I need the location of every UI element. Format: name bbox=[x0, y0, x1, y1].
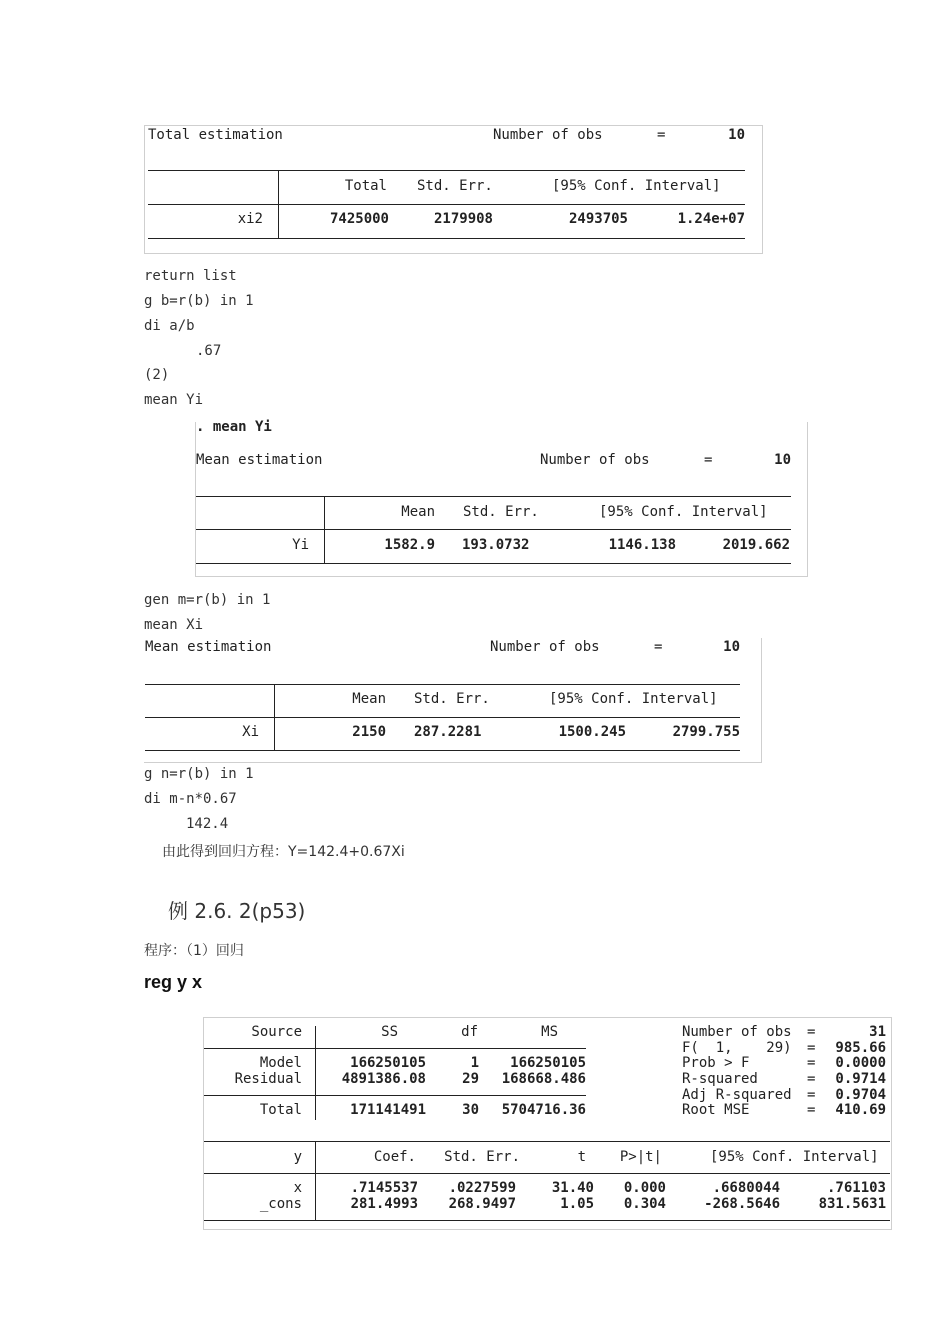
anova-row-source: Residual bbox=[234, 1071, 302, 1087]
row-name: xi2 bbox=[237, 211, 263, 227]
cell-total: 7425000 bbox=[329, 211, 389, 227]
regression-output bbox=[203, 1017, 892, 1230]
stat-label: Adj R-squared bbox=[682, 1087, 792, 1103]
table-mid-rule bbox=[148, 204, 745, 205]
table-mid-rule bbox=[196, 529, 791, 530]
mean-xi-output bbox=[144, 638, 762, 763]
output-title: Mean estimation bbox=[145, 639, 272, 655]
obs-value: 10 bbox=[774, 452, 791, 468]
code-line: gen m=r(b) in 1 bbox=[144, 592, 271, 608]
table-mid-rule bbox=[145, 717, 740, 718]
stat-value: 0.9704 bbox=[835, 1087, 886, 1103]
cell-lo: 2493705 bbox=[568, 211, 628, 227]
table-bottom-rule bbox=[145, 750, 740, 751]
stat-label: Number of obs bbox=[682, 1024, 792, 1040]
col-header-ci: [95% Conf. Interval] bbox=[552, 178, 721, 194]
stat-value: 0.0000 bbox=[835, 1055, 886, 1071]
coef-row-p: 0.000 bbox=[623, 1180, 666, 1196]
stat-value: 31 bbox=[869, 1024, 886, 1040]
anova-row-df: 29 bbox=[462, 1071, 479, 1087]
code-line: mean Xi bbox=[144, 617, 204, 633]
coef-row-lo: -268.5646 bbox=[704, 1196, 780, 1212]
cell-hi: 2799.755 bbox=[672, 724, 740, 740]
anova-header-ms: MS bbox=[541, 1024, 558, 1040]
table-top-rule bbox=[145, 684, 740, 685]
coef-row-var: _cons bbox=[259, 1196, 302, 1212]
stat-label: R-squared bbox=[682, 1071, 758, 1087]
col-header-ci: [95% Conf. Interval] bbox=[549, 691, 718, 707]
command-echo: . mean Yi bbox=[196, 419, 272, 435]
coef-row-se: 268.9497 bbox=[448, 1196, 516, 1212]
col-header-mean: Mean bbox=[401, 504, 435, 520]
coef-row-se: .0227599 bbox=[448, 1180, 516, 1196]
anova-row-df: 1 bbox=[470, 1055, 479, 1071]
stat-eq: = bbox=[807, 1040, 816, 1056]
stat-eq: = bbox=[807, 1055, 816, 1071]
example-heading: 例 2.6. 2(p53) bbox=[168, 899, 306, 923]
col-header-ci: [95% Conf. Interval] bbox=[599, 504, 768, 520]
cell-lo: 1500.245 bbox=[558, 724, 626, 740]
obs-value: 10 bbox=[723, 639, 740, 655]
row-name: Yi bbox=[292, 537, 309, 553]
anova-header-source: Source bbox=[251, 1024, 302, 1040]
code-line: g n=r(b) in 1 bbox=[144, 766, 254, 782]
obs-label: Number of obs bbox=[490, 639, 600, 655]
coef-header-var: y bbox=[293, 1149, 302, 1165]
conclusion-text: 由此得到回归方程：Y=142.4+0.67Xi bbox=[162, 844, 405, 860]
coef-header-se: Std. Err. bbox=[444, 1149, 520, 1165]
stat-label: F( 1, 29) bbox=[682, 1040, 792, 1056]
coef-divider bbox=[315, 1141, 316, 1221]
coef-row-hi: .761103 bbox=[826, 1180, 886, 1196]
obs-eq: = bbox=[654, 639, 663, 655]
code-line: di m-n*0.67 bbox=[144, 791, 237, 807]
mean-yi-output bbox=[195, 419, 808, 577]
code-line: mean Yi bbox=[144, 392, 204, 408]
coef-row-t: 31.40 bbox=[551, 1180, 594, 1196]
coef-header-coef: Coef. bbox=[373, 1149, 416, 1165]
stat-value: 985.66 bbox=[835, 1040, 886, 1056]
row-name: Xi bbox=[242, 724, 259, 740]
anova-row-ss: 166250105 bbox=[350, 1055, 426, 1071]
anova-rule-1 bbox=[204, 1048, 586, 1049]
anova-header-df: df bbox=[461, 1024, 478, 1040]
table-divider bbox=[324, 496, 325, 564]
anova-row-ss: 4891386.08 bbox=[341, 1071, 426, 1087]
coef-row-coef: .7145537 bbox=[350, 1180, 418, 1196]
obs-eq: = bbox=[657, 127, 666, 143]
anova-row-source: Model bbox=[259, 1055, 302, 1071]
obs-label: Number of obs bbox=[493, 127, 603, 143]
cell-hi: 1.24e+07 bbox=[677, 211, 745, 227]
anova-total-df: 30 bbox=[462, 1102, 479, 1118]
col-header-se: Std. Err. bbox=[417, 178, 493, 194]
code-line: g b=r(b) in 1 bbox=[144, 293, 254, 309]
col-header-total: Total bbox=[344, 178, 387, 194]
coef-row-var: x bbox=[293, 1180, 302, 1196]
stat-label: Root MSE bbox=[682, 1102, 750, 1118]
coef-header-t: t bbox=[577, 1149, 586, 1165]
table-top-rule bbox=[196, 496, 791, 497]
anova-row-ms: 166250105 bbox=[510, 1055, 586, 1071]
table-top-rule bbox=[148, 170, 745, 171]
coef-rule-top bbox=[204, 1141, 890, 1142]
coef-row-coef: 281.4993 bbox=[350, 1196, 418, 1212]
anova-rule-2 bbox=[204, 1095, 586, 1096]
anova-total-source: Total bbox=[259, 1102, 302, 1118]
coef-rule-mid bbox=[204, 1173, 890, 1174]
cell-mean: 2150 bbox=[352, 724, 386, 740]
coef-header-p: P>|t| bbox=[619, 1149, 662, 1165]
coef-row-lo: .6680044 bbox=[712, 1180, 780, 1196]
total-estimation-output bbox=[144, 125, 763, 254]
cell-mean: 1582.9 bbox=[384, 537, 435, 553]
stat-eq: = bbox=[807, 1071, 816, 1087]
code-output: .67 bbox=[196, 343, 222, 359]
reg-command: reg y x bbox=[144, 972, 203, 992]
coef-row-t: 1.05 bbox=[560, 1196, 594, 1212]
col-header-se: Std. Err. bbox=[463, 504, 539, 520]
col-header-mean: Mean bbox=[352, 691, 386, 707]
coef-row-hi: 831.5631 bbox=[818, 1196, 886, 1212]
coef-header-ci: [95% Conf. Interval] bbox=[710, 1149, 879, 1165]
stat-value: 0.9714 bbox=[835, 1071, 886, 1087]
cell-se: 193.0732 bbox=[462, 537, 530, 553]
anova-row-ms: 168668.486 bbox=[501, 1071, 586, 1087]
anova-divider bbox=[315, 1026, 316, 1120]
output-title: Mean estimation bbox=[196, 452, 323, 468]
stat-label: Prob > F bbox=[682, 1055, 750, 1071]
stat-value: 410.69 bbox=[835, 1102, 886, 1118]
cell-se: 287.2281 bbox=[414, 724, 482, 740]
obs-label: Number of obs bbox=[540, 452, 650, 468]
code-line: (2) bbox=[144, 367, 170, 383]
code-output: 142.4 bbox=[186, 816, 229, 832]
obs-eq: = bbox=[704, 452, 713, 468]
output-title: Total estimation bbox=[148, 127, 283, 143]
coef-rule-bottom bbox=[204, 1220, 890, 1221]
anova-header-ss: SS bbox=[381, 1024, 398, 1040]
code-line: return list bbox=[144, 268, 237, 284]
program-label: 程序：（1）回归 bbox=[144, 943, 244, 959]
cell-se: 2179908 bbox=[433, 211, 493, 227]
cell-hi: 2019.662 bbox=[722, 537, 790, 553]
code-line: di a/b bbox=[144, 318, 195, 334]
obs-value: 10 bbox=[728, 127, 745, 143]
cell-lo: 1146.138 bbox=[608, 537, 676, 553]
stat-eq: = bbox=[807, 1024, 816, 1040]
coef-row-p: 0.304 bbox=[623, 1196, 666, 1212]
col-header-se: Std. Err. bbox=[414, 691, 490, 707]
anova-total-ms: 5704716.36 bbox=[501, 1102, 586, 1118]
table-bottom-rule bbox=[196, 563, 791, 564]
stat-eq: = bbox=[807, 1087, 816, 1103]
stat-eq: = bbox=[807, 1102, 816, 1118]
table-bottom-rule bbox=[148, 238, 745, 239]
anova-total-ss: 171141491 bbox=[350, 1102, 426, 1118]
